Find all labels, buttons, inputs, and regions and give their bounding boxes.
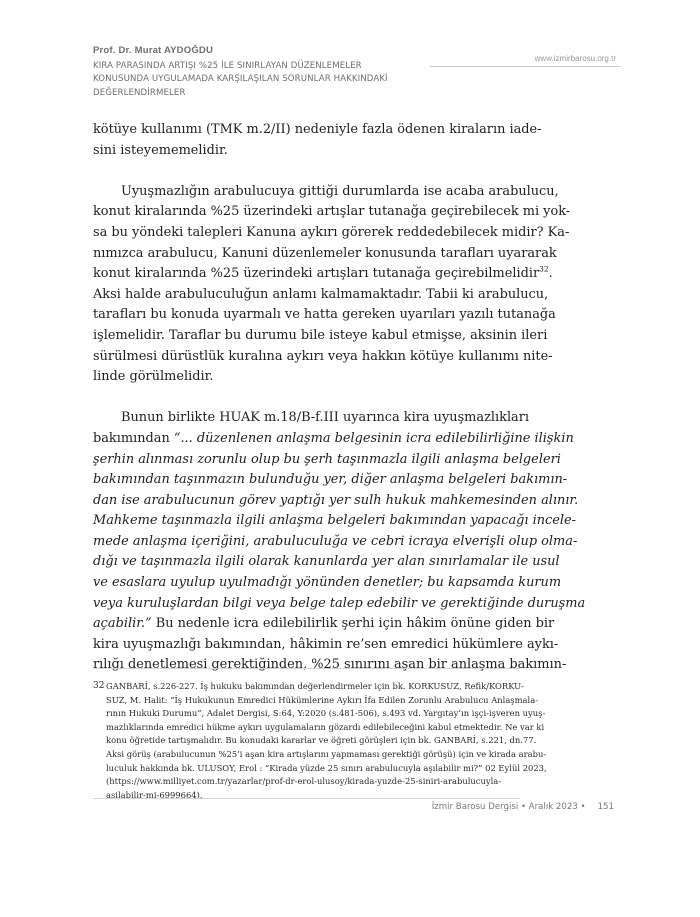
text-line: sini isteyememelidir. <box>93 142 228 158</box>
page-footer <box>432 802 614 812</box>
text-line: konut kiralarında %25 üzerindeki artışlar tutanağa geçirebilecek mi yok- <box>93 204 571 220</box>
header-divider <box>430 66 620 67</box>
footnote-link-line[interactable]: (https://www.milliyet.com.tr/yazarlar/prof-dr-erol-ulusoy/kirada-yuzde-25-siniri-arabulucuyla- <box>106 776 502 787</box>
text-line: sa bu yöndeki talepleri Kanuna aykırı görerek reddedebilecek midir? Ka- <box>93 224 570 240</box>
footnote-line: SUZ, M. Halit: “İş Hukukunun Emredici Hükümlerine Aykırı İfa Edilen Zorunlu Arabulucu Anlaşmala- <box>106 694 539 705</box>
quote-line: veya kuruluşlardan bilgi veya belge talep edebilir ve gerektiğinde duruşma <box>93 595 586 611</box>
header-article-title <box>93 60 433 100</box>
text-line: kötüye kullanımı (TMK m.2/II) nedeniyle fazla ödenen kiraların iade- <box>93 122 542 137</box>
footnote-line: luculuk hakkında bk. ULUSOY, Erol : “Kirada yüzde 25 sınırı arabulucuyla aşılabilir mi?” 02 Eylül 2023, <box>106 762 547 773</box>
footnote-line: GANBARİ, s.226-227. İş hukuku bakımından değerlendirmeler için bk. KORKUSUZ, Refik/KORKU- <box>106 681 524 691</box>
footnote-number: 32 <box>93 681 105 691</box>
text-line <box>93 429 574 450</box>
quote-line: ve esaslara uyulup uyulmadığı yönünden denetler; bu kapsamda kurum <box>93 575 562 591</box>
paragraph-3 <box>93 408 586 676</box>
quote-line: bakımından taşınmazın bulunduğu yer, diğer anlaşma belgeleri bakımın- <box>93 472 568 488</box>
quote-line: şerhin alınması zorunlu olup bu şerh taşınmazla ilgili anlaşma belgeleri <box>93 451 561 467</box>
header-author: Prof. Dr. Murat AYDOĞDU <box>93 45 214 56</box>
footnote-line: mazlıklarında emredici hükme aykırı uygulamaların gözardı edilebileceğini kabul etmektedir. Ne var ki <box>106 721 545 732</box>
header-title-line: KONUSUNDA UYGULAMADA KARŞILAŞILAN SORUNLAR HAKKINDAKİ <box>93 74 388 85</box>
quote-segment: açabilir.” <box>93 616 152 632</box>
text-line: tarafları bu konuda uyarmalı ve hatta gereken uyarıları yazılı tutanağa <box>93 307 556 323</box>
footnote-line: rının Hukuki Durumu”, Adalet Dergisi, S:64, Y:2020 (s.481-506), s.493 vd. Yargıtay’ın işçi-işveren uyuş- <box>106 708 546 719</box>
paragraph-1 <box>93 120 542 161</box>
footnote-link-line[interactable]: asilabilir-mi-6999664). <box>106 789 203 800</box>
text-segment: bakımından <box>93 430 174 446</box>
footnote-line: Aksi görüş (arabulucunun %25’i aşan kira artışlarını yapmaması gerektiği görüşü) için ve kirada arabu- <box>106 748 547 759</box>
text-line-with-footnote: konut kiralarında %25 üzerindeki artışları tutanağa geçirebilmelidir$^{32}$. <box>93 264 553 282</box>
footnote-line: konu öğretide tartışmalıdır. Bu konudaki kararlar ve öğreti görüşleri için bk. GANBARİ, s.221, dn.77. <box>106 735 537 746</box>
text-line: rılığı denetlemesi gerektiğinden, %25 sınırını aşan bir anlaşma bakımın- <box>93 657 567 673</box>
text-line: sürülmesi dürüstlük kuralına aykırı veya hakkın kötüye kullanımı nite- <box>93 348 553 364</box>
text-segment: Bu nedenle icra edilebilirlik şerhi için hâkim önüne giden bir <box>151 616 555 632</box>
paragraph-2 <box>93 182 571 388</box>
footnote <box>93 680 547 802</box>
text-segment: konut kiralarında %25 üzerindeki artışları tutanağa geçirebilmelidir <box>93 266 540 282</box>
text-line: Bunun birlikte HUAK m.18/B-f.III uyarınca kira uyuşmazlıkları <box>121 410 530 426</box>
text-line: nımızca arabulucu, Kanuni düzenlemeler konusunda tarafları uyararak <box>93 245 557 261</box>
footer-journal: İzmir Barosu Dergisi • Aralık 2023 • <box>431 802 586 812</box>
text-line: Aksi halde arabuluculuğun anlamı kalmamaktadır. Tabii ki arabulucu, <box>93 286 549 302</box>
quote-segment: “... düzenlenen anlaşma belgesinin icra edilebilirliğine ilişkin <box>173 430 574 446</box>
header-title-line: KIRA PARASINDA ARTIŞI %25 İLE SINIRLAYAN DÜZENLEMELER <box>93 61 362 71</box>
quote-line: Mahkeme taşınmazla ilgili anlaşma belgeleri bakımından yapacağı incele- <box>93 513 577 529</box>
text-line: linde görülmelidir. <box>93 369 214 385</box>
text-line: Uyuşmazlığın arabulucuya gittiği durumlarda ise acaba arabulucu, <box>121 183 559 199</box>
quote-line: mede anlaşma içeriğini, arabuluculuğa ve cebri icraya elverişli olup olma- <box>93 533 578 549</box>
text-line: işlemelidir. Taraflar bu durumu bile isteye kabul etmişse, aksinin ileri <box>93 327 548 343</box>
body-text <box>93 120 586 697</box>
footnote-ref[interactable]: 32 <box>539 264 549 274</box>
quote-line: dığı ve taşınmazla ilgili olarak kanunlarda yer alan sınırlamalar ile usul <box>93 554 560 570</box>
text-line: kira uyuşmazlığı bakımından, hâkimin re’sen emredici hükümlere aykı- <box>93 636 559 652</box>
footer-divider <box>93 798 520 799</box>
page-number: 151 <box>597 802 614 812</box>
quote-line: dan ise arabulucunun görev yaptığı yer sulh hukuk mahkemesinden alınır. <box>93 492 579 508</box>
header-url[interactable]: www.izmirbarosu.org.tr <box>534 54 616 63</box>
text-line <box>93 614 555 635</box>
footnote-body <box>106 680 547 802</box>
header-title-line: DEĞERLENDİRMELER <box>93 87 186 98</box>
footnote-divider <box>93 668 520 669</box>
